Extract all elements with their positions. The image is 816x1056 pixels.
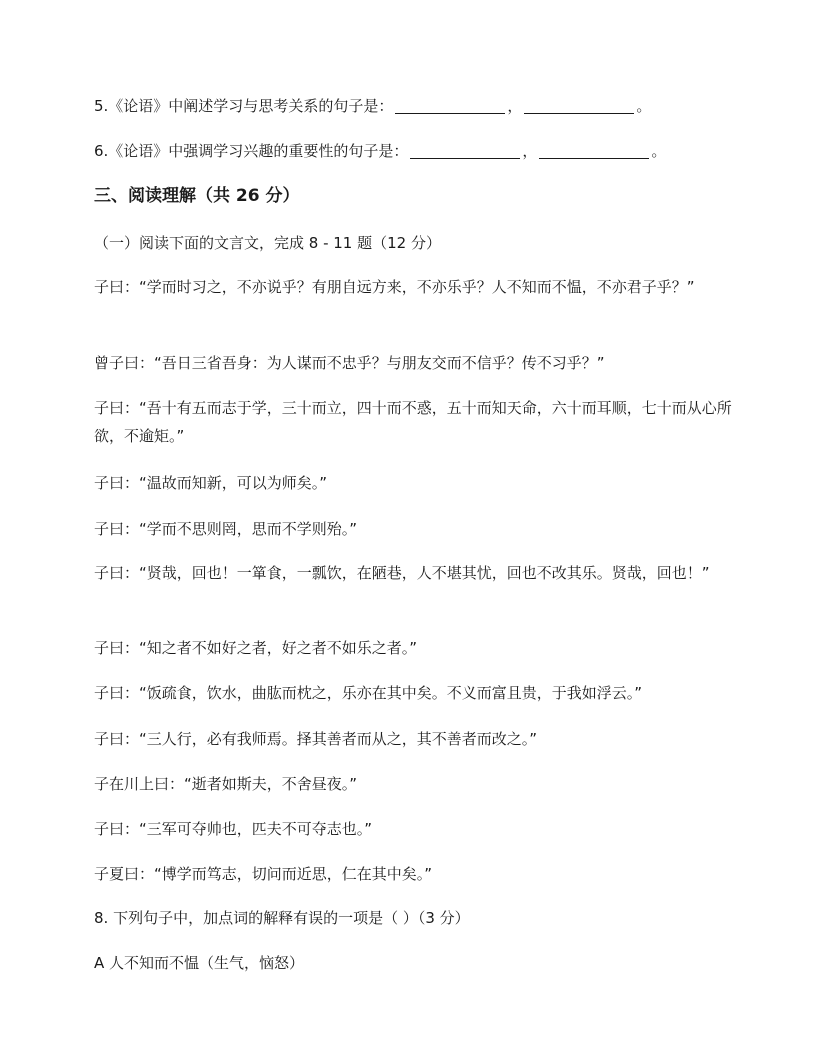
passage-12: 子夏曰：“博学而笃志，切问而近思，仁在其中矣。” — [94, 865, 433, 883]
option-a: A 人不知而不愠（生气，恼怒） — [94, 954, 305, 972]
passage-7: 子曰：“知之者不如好之者，好之者不如乐之者。” — [94, 639, 418, 657]
end-mark: 。 — [651, 142, 667, 160]
question-6 — [94, 137, 734, 165]
question-6-text: 6.《论语》中强调学习兴趣的重要性的句子是： — [94, 142, 409, 160]
question-5-text: 5.《论语》中阐述学习与思考关系的句子是： — [94, 97, 394, 115]
separator: ， — [522, 142, 538, 160]
question-8: 8. 下列句子中，加点词的解释有误的一项是（ ）（3 分） — [94, 909, 470, 927]
end-mark: 。 — [636, 97, 652, 115]
passage-10: 子在川上曰：“逝者如斯夫，不舍昼夜。” — [94, 775, 358, 793]
passage-11: 子曰：“三军可夺帅也，匹夫不可夺志也。” — [94, 820, 373, 838]
passage-1: 子曰：“学而时习之，不亦说乎？有朋自远方来，不亦乐乎？人不知而不愠，不亦君子乎？” — [94, 278, 695, 296]
section-3-heading: 三、阅读理解（共 26 分） — [94, 186, 300, 206]
passage-3: 子曰：“吾十有五而志于学，三十而立，四十而不惑，五十而知天命，六十而耳顺，七十而从心所欲，不逾矩。” — [94, 399, 732, 445]
question-5 — [94, 92, 734, 120]
passage-2: 曾子曰：“吾日三省吾身：为人谋而不忠乎？与朋友交而不信乎？传不习乎？” — [94, 354, 605, 372]
passage-5: 子曰：“学而不思则罔，思而不学则殆。” — [94, 520, 358, 538]
passage-4: 子曰：“温故而知新，可以为师矣。” — [94, 474, 328, 492]
passage-9: 子曰：“三人行，必有我师焉。择其善者而从之，其不善者而改之。” — [94, 730, 538, 748]
separator: ， — [507, 97, 523, 115]
answer-blank-5a[interactable] — [395, 97, 505, 114]
answer-blank-6a[interactable] — [410, 142, 520, 159]
answer-blank-6b[interactable] — [539, 142, 649, 159]
part-1-title: （一）阅读下面的文言文，完成 8 - 11 题（12 分） — [94, 234, 441, 252]
passage-6: 子曰：“贤哉，回也！一箪食，一瓢饮，在陋巷，人不堪其忧，回也不改其乐。贤哉，回也！” — [94, 564, 710, 582]
passage-8: 子曰：“饭疏食，饮水，曲肱而枕之，乐亦在其中矣。不义而富且贵，于我如浮云。” — [94, 684, 643, 702]
answer-blank-5b[interactable] — [524, 97, 634, 114]
